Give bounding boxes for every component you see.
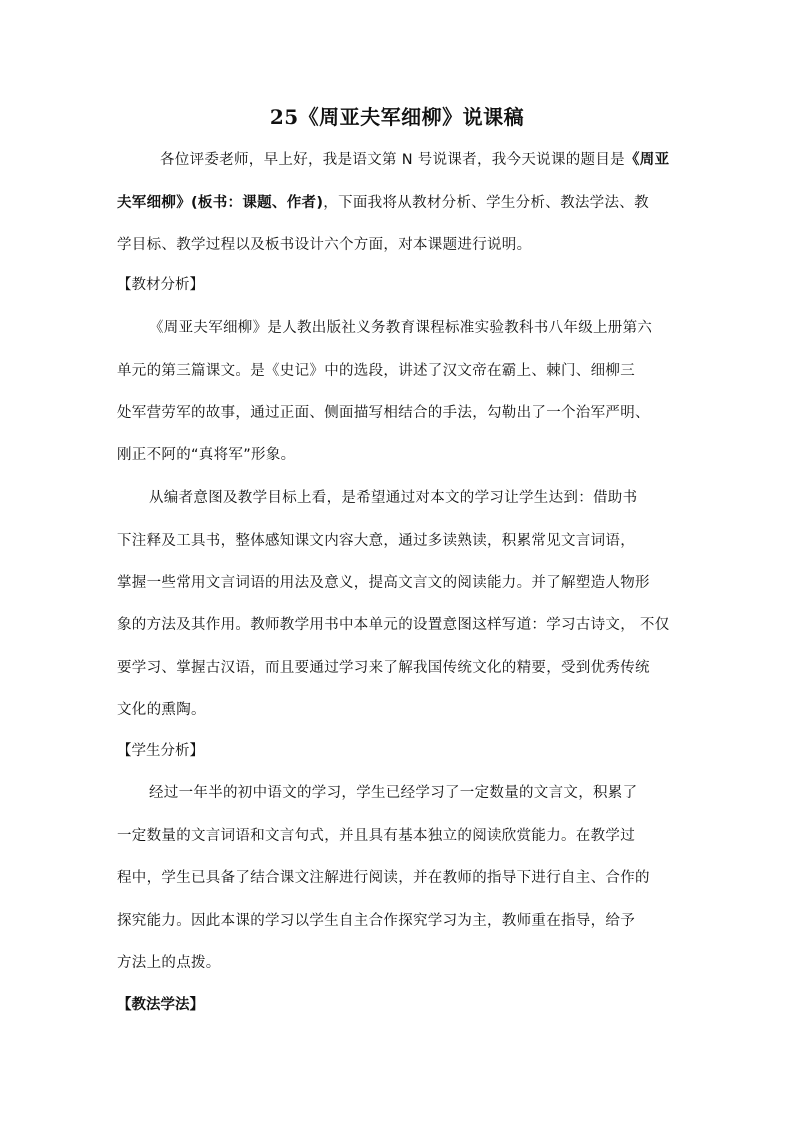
paragraph-line: 方法上的点拨。 xyxy=(117,955,221,971)
paragraph-line: 探究能力。因此本课的学习以学生自主合作探究学习为主，教师重在指导，给予 xyxy=(117,913,635,929)
section-heading-methods: 【教法学法】 xyxy=(117,997,204,1013)
paragraph-line: 程中，学生已具备了结合课文注解进行阅读，并在教师的指导下进行自主、合作的 xyxy=(117,870,650,886)
intro-line-2 xyxy=(117,193,649,213)
paragraph-line: 刚正不阿的“真将军”形象。 xyxy=(117,447,296,463)
paragraph-line: 经过一年半的初中语文的学习，学生已经学习了一定数量的文言文，积累了 xyxy=(149,785,638,801)
intro-text: 各位评委老师，早上好，我是语文第 N 号说课者，我今天说课的题目是 xyxy=(160,152,625,168)
intro-line-1 xyxy=(160,150,669,170)
paragraph-line: 一定数量的文言词语和文言句式，并且具有基本独立的阅读欣赏能力。在教学过 xyxy=(117,828,635,844)
intro-bold-text: 《周亚 xyxy=(624,152,670,168)
intro-line-3: 学目标、教学过程以及板书设计六个方面，对本课题进行说明。 xyxy=(117,237,532,253)
paragraph-line: 单元的第三篇课文。是《史记》中的选段，讲述了汉文帝在霸上、棘门、细柳三 xyxy=(117,363,635,379)
paragraph-line: 象的方法及其作用。教师教学用书中本单元的设置意图这样写道：学习古诗文， 不仅 xyxy=(117,617,670,633)
section-heading-textbook: 【教材分析】 xyxy=(117,277,204,293)
intro-text: ，下面我将从教材分析、学生分析、教法学法、教 xyxy=(323,195,649,211)
intro-bold-text: 夫军细柳》(板书：课题、作者) xyxy=(117,195,324,211)
paragraph-line: 下注释及工具书，整体感知课文内容大意，通过多读熟读，积累常见文言词语， xyxy=(117,533,635,549)
page-title: 25《周亚夫军细柳》说课稿 xyxy=(269,105,525,129)
paragraph-line: 文化的熏陶。 xyxy=(117,702,206,718)
section-heading-students: 【学生分析】 xyxy=(117,743,204,759)
paragraph-line: 从编者意图及教学目标上看，是希望通过对本文的学习让学生达到：借助书 xyxy=(149,490,638,506)
paragraph-line: 《周亚夫军细柳》是人教出版社义务教育课程标准实验教科书八年级上册第六 xyxy=(149,320,653,336)
paragraph-line: 处军营劳军的故事，通过正面、侧面描写相结合的手法，勾勒出了一个治军严明、 xyxy=(117,405,650,421)
paragraph-line: 掌握一些常用文言词语的用法及意义，提高文言文的阅读能力。并了解塑造人物形 xyxy=(117,575,650,591)
paragraph-line: 要学习、掌握古汉语，而且要通过学习来了解我国传统文化的精要，受到优秀传统 xyxy=(117,660,650,676)
